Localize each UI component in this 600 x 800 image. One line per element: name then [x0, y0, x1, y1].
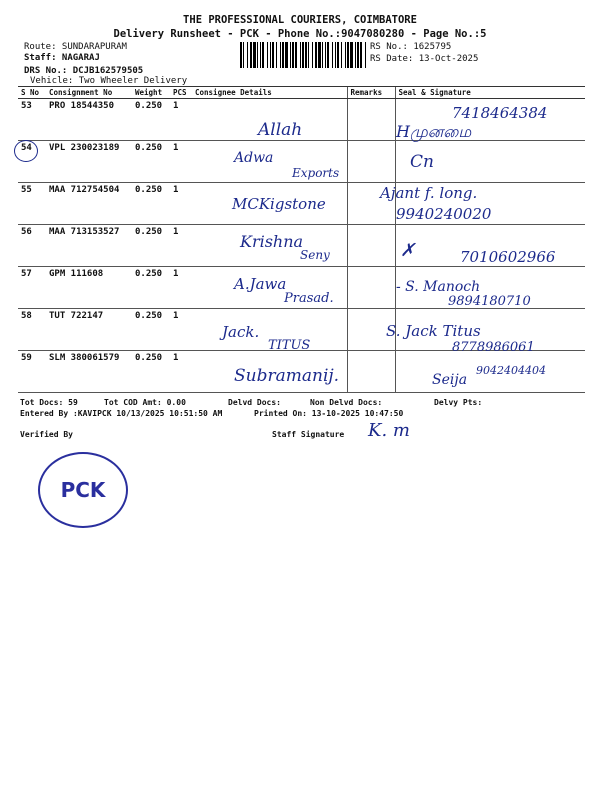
cell-pcs: 1: [170, 267, 192, 309]
col-header-remarks: Remarks: [347, 87, 395, 99]
cell-sno: 53: [18, 99, 46, 141]
delivery-points: Delvy Pts:: [434, 398, 483, 407]
rs-date: RS Date: 13-Oct-2025: [370, 54, 479, 64]
drs-label: DRS No.: DCJB162579505: [24, 66, 144, 76]
cell-remarks: [347, 99, 395, 141]
cell-consignment: MAA 713153527: [46, 225, 132, 267]
handwritten-name: MCKigstone: [232, 195, 326, 213]
rs-number: RS No.: 1625795: [370, 42, 452, 52]
handwritten-signature: Cn: [410, 152, 434, 172]
barcode: [240, 42, 366, 68]
handwritten-name: Seny: [300, 248, 330, 262]
verified-by-label: Verified By: [20, 430, 73, 439]
cell-sno: 59: [18, 351, 46, 393]
handwritten-name: A.Jawa: [234, 275, 287, 293]
company-title: THE PROFESSIONAL COURIERS, COIMBATORE: [183, 14, 417, 26]
cell-pcs: 1: [170, 309, 192, 351]
handwritten-phone: 7010602966: [460, 248, 556, 266]
cell-consignment: GPM 111608: [46, 267, 132, 309]
cell-weight: 0.250: [132, 309, 170, 351]
cell-consignment: VPL 230023189: [46, 141, 132, 183]
cell-weight: 0.250: [132, 351, 170, 393]
col-header-sno: S No: [18, 87, 46, 99]
cell-weight: 0.250: [132, 267, 170, 309]
pck-stamp: PCK: [38, 452, 128, 528]
handwritten-name: Krishna: [240, 232, 304, 251]
circled-row-mark: [14, 140, 38, 162]
handwritten-name: Exports: [292, 166, 340, 180]
cell-remarks: [347, 225, 395, 267]
handwritten-name: TITUS: [268, 338, 311, 353]
printed-on: Printed On: 13-10-2025 10:47:50: [254, 409, 404, 418]
total-docs: Tot Docs: 59: [20, 398, 78, 407]
handwritten-name: Jack.: [222, 323, 260, 341]
handwritten-signature: Ajant f. long.: [380, 184, 478, 202]
cell-pcs: 1: [170, 183, 192, 225]
staff-handwritten-signature: K. m: [368, 420, 410, 441]
cell-pcs: 1: [170, 351, 192, 393]
col-header-pcs: PCS: [170, 87, 192, 99]
total-cod-amount: Tot COD Amt: 0.00: [104, 398, 186, 407]
col-header-seal-signature: Seal & Signature: [395, 87, 585, 99]
col-header-weight: Weight: [132, 87, 170, 99]
col-header-consignment: Consignment No: [46, 87, 132, 99]
cell-sno: 58: [18, 309, 46, 351]
cell-consignment: TUT 722147: [46, 309, 132, 351]
handwritten-scribble-icon: ✗: [400, 240, 416, 261]
handwritten-name: Prasad.: [284, 291, 334, 306]
table-header-row: [18, 87, 585, 99]
cell-remarks: [347, 267, 395, 309]
cell-consignment: SLM 380061579: [46, 351, 132, 393]
cell-sno: 57: [18, 267, 46, 309]
cell-weight: 0.250: [132, 183, 170, 225]
handwritten-name: Adwa: [234, 150, 274, 166]
cell-pcs: 1: [170, 141, 192, 183]
staff-label: Staff: NAGARAJ: [24, 53, 100, 63]
handwritten-signature: - S. Manoch: [396, 279, 481, 295]
delivered-docs: Delvd Docs:: [228, 398, 281, 407]
cell-weight: 0.250: [132, 225, 170, 267]
handwritten-phone: 8778986061: [452, 340, 535, 355]
cell-weight: 0.250: [132, 141, 170, 183]
cell-consignment: PRO 18544350: [46, 99, 132, 141]
staff-signature-label: Staff Signature: [272, 430, 345, 439]
handwritten-phone: 9940240020: [396, 205, 492, 223]
col-header-consignee: Consignee Details: [192, 87, 347, 99]
cell-remarks: [347, 351, 395, 393]
cell-sno: 55: [18, 183, 46, 225]
vehicle-label: Vehicle: Two Wheeler Delivery: [30, 76, 188, 86]
handwritten-name: Subramanij.: [234, 366, 340, 386]
cell-remarks: [347, 141, 395, 183]
cell-pcs: 1: [170, 99, 192, 141]
entered-by: Entered By :KAVIPCK 10/13/2025 10:51:50 AM: [20, 409, 223, 418]
handwritten-signature: S. Jack Titus: [386, 322, 481, 340]
handwritten-signature: Seija: [432, 372, 468, 388]
handwritten-signature: Hமுனமை: [396, 122, 472, 141]
handwritten-phone: 7418464384: [452, 104, 548, 122]
handwritten-phone: 9042404404: [476, 364, 546, 377]
runsheet-subtitle: Delivery Runsheet - PCK - Phone No.:9047080280 - Page No.:5: [113, 28, 487, 40]
cell-sno: 56: [18, 225, 46, 267]
cell-weight: 0.250: [132, 99, 170, 141]
handwritten-name: Allah: [258, 120, 303, 140]
cell-sno: 54: [18, 141, 46, 183]
route-label: Route: SUNDARAPURAM: [24, 42, 127, 52]
non-delivered-docs: Non Delvd Docs:: [310, 398, 383, 407]
handwritten-phone: 9894180710: [448, 294, 531, 309]
cell-pcs: 1: [170, 225, 192, 267]
cell-consignment: MAA 712754504: [46, 183, 132, 225]
